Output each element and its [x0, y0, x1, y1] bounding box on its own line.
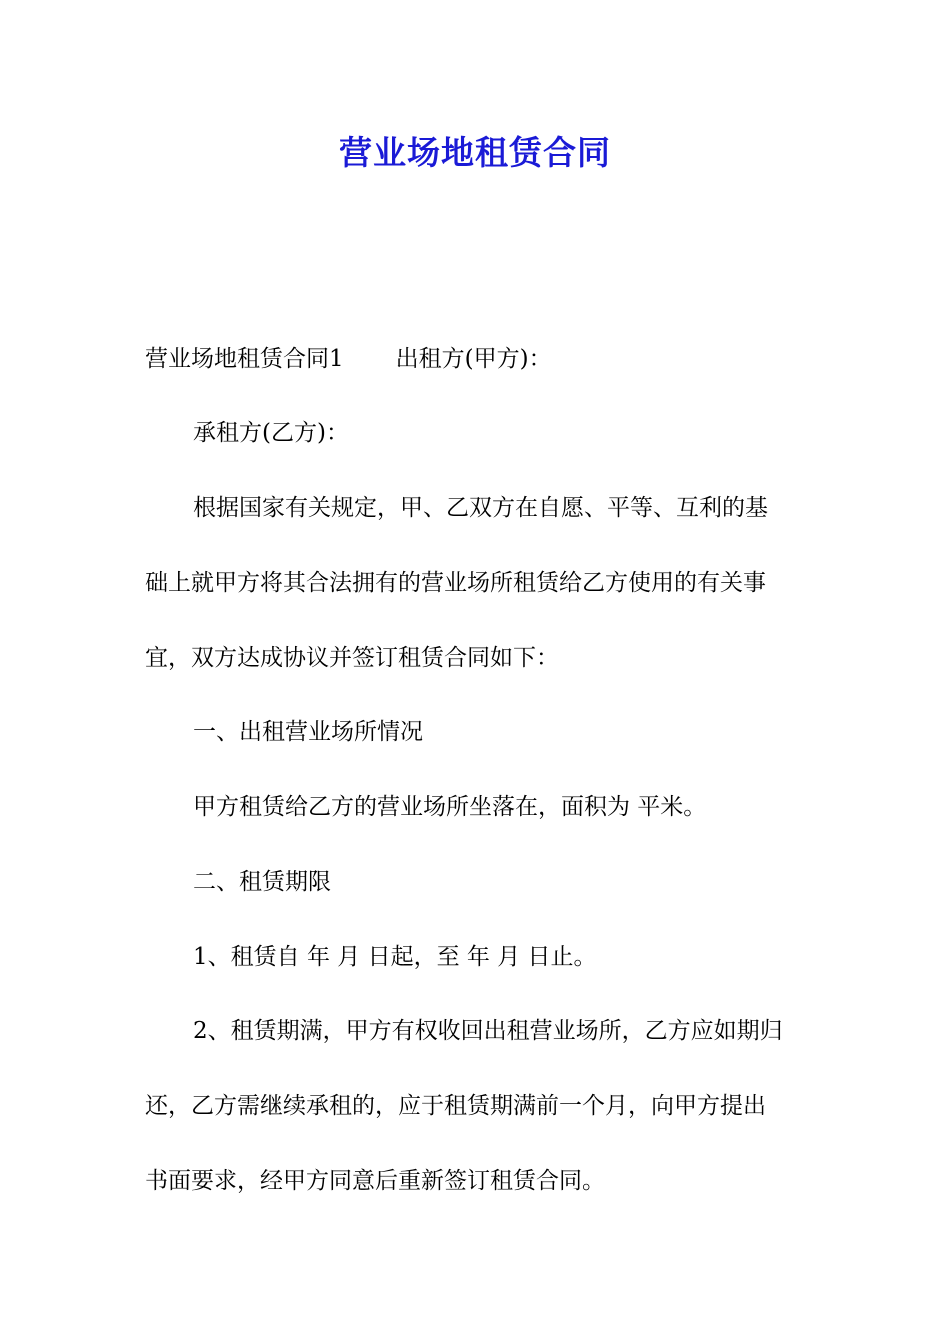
lessor-label: 出租方(甲方)：: [395, 346, 552, 372]
paragraph-line: 宜，双方达成协议并签订租赁合同如下：: [145, 645, 559, 671]
paragraph-line: 甲方租赁给乙方的营业场所坐落在，面积为 平米。: [193, 794, 707, 820]
section-heading: 一、出租营业场所情况: [193, 719, 423, 745]
paragraph-line: 础上就甲方将其合法拥有的营业场所租赁给乙方使用的有关事: [145, 570, 766, 596]
paragraph-line: 1、租赁自 年 月 日起，至 年 月 日止。: [193, 944, 597, 970]
paragraph-line: 根据国家有关规定，甲、乙双方在自愿、平等、互利的基: [193, 495, 768, 521]
paragraph-line: 2、租赁期满，甲方有权收回出租营业场所，乙方应如期归: [193, 1018, 783, 1044]
section-heading: 二、租赁期限: [193, 869, 331, 895]
lessee-label: 承租方(乙方)：: [193, 420, 349, 446]
contract-heading-line: [145, 341, 815, 377]
paragraph-line: 还，乙方需继续承租的，应于租赁期满前一个月，向甲方提出: [145, 1093, 766, 1119]
contract-heading-label: 营业场地租赁合同1: [145, 346, 344, 372]
document-title: 营业场地租赁合同: [339, 133, 611, 172]
paragraph-line: 书面要求，经甲方同意后重新签订租赁合同。: [145, 1168, 605, 1194]
